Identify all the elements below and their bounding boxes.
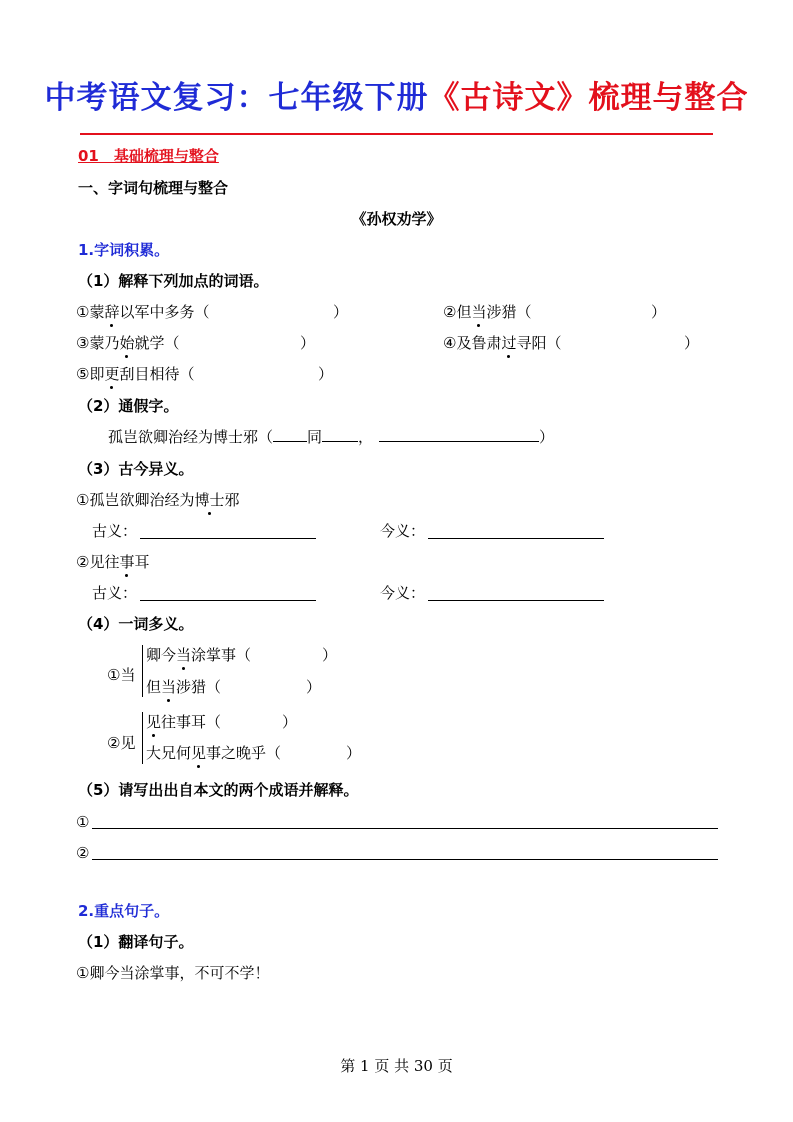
q1-p1-item2-close: ） [651,303,667,321]
polysemy-word: ②见 [107,734,136,752]
answer-number: ② [76,844,90,862]
brace [142,712,143,764]
paren-close: ） [346,744,362,762]
paren-close: ） [322,646,338,664]
polysemy-line: 见往事耳（ [146,713,222,731]
emphasis-dot: 过 [501,334,517,352]
old-meaning-label: 古义： [92,522,138,540]
emphasis-dot: 当 [176,646,192,664]
q1-p1-item3: ③蒙乃始就学（ [76,334,180,352]
q1-p1-item2: ②但当涉猎（ [443,303,532,321]
answer-line[interactable] [140,538,316,539]
paren-close: ） [282,713,298,731]
polysemy-line: 卿今当涂掌事（ [146,646,252,664]
new-meaning-label: 今义： [380,584,426,602]
answer-line[interactable] [92,859,718,860]
q1-p3-item2: ②见往事耳 [76,553,150,571]
emphasis-dot: 见 [191,744,207,762]
answer-line[interactable] [428,538,604,539]
page-title: 中考语文复习：七年级下册《古诗文》梳理与整合 [44,80,749,116]
section-label: 01 基础梳理与整合 [78,147,219,165]
emphasis-dot: 始 [119,334,135,352]
q1-part4-label: （4）一词多义。 [78,615,194,633]
q1-p1-item3-close: ） [300,334,316,352]
paren-close: ） [306,678,322,696]
emphasis-dot: 辞 [104,303,120,321]
page-footer: 第 1 页 共 30 页 [340,1057,453,1075]
new-meaning-label: 今义： [380,522,426,540]
answer-number: ① [76,813,90,831]
polysemy-line: 但当涉猎（ [146,678,222,696]
emphasis-dot: 更 [104,365,120,383]
emphasis-dot: 当 [161,678,177,696]
polysemy-word: ①当 [107,666,136,684]
q1-part2-label: （2）通假字。 [78,397,179,415]
q1-p1-item1-close: ） [333,303,349,321]
answer-line[interactable] [140,600,316,601]
answer-line[interactable] [428,600,604,601]
q2-sentence: ①卿今当涂掌事，不可不学！ [76,964,270,982]
q1-p2-sentence: 孤岂欲卿治经为博士邪（ 同 ， ） [108,428,555,446]
emphasis-dot: 见 [146,713,162,731]
blank[interactable] [273,427,307,442]
q1-part5-label: （5）请写出出自本文的两个成语并解释。 [78,781,359,799]
poem-title: 《孙权劝学》 [351,210,442,228]
emphasis-dot: 当 [471,303,487,321]
blank[interactable] [379,427,539,442]
q1-p1-item4-close: ） [684,334,700,352]
polysemy-line: 大兄何见事之晚乎（ [146,744,282,762]
q2-part1-label: （1）翻译句子。 [78,933,194,951]
q2-heading: 2.重点句子。 [78,902,170,920]
q1-part3-label: （3）古今异义。 [78,460,194,478]
old-meaning-label: 古义： [92,584,138,602]
emphasis-dot: 博士 [194,491,225,509]
emphasis-dot: 事 [119,553,135,571]
blank[interactable] [322,427,358,442]
brace [142,645,143,697]
q1-p1-item5: ⑤即更刮目相待（ [76,365,195,383]
q1-part1-label: （1）解释下列加点的词语。 [78,272,269,290]
answer-line[interactable] [92,828,718,829]
q1-p3-item1: ①孤岂欲卿治经为博士邪 [76,491,240,509]
q1-p1-item5-close: ） [318,365,334,383]
q1-p1-item4: ④及鲁肃过寻阳（ [443,334,562,352]
title-divider [80,133,713,135]
q1-heading: 1.字词积累。 [78,241,170,259]
q1-p1-item1: ①蒙辞以军中多务（ [76,303,210,321]
subsection-heading: 一、字词句梳理与整合 [78,179,229,197]
